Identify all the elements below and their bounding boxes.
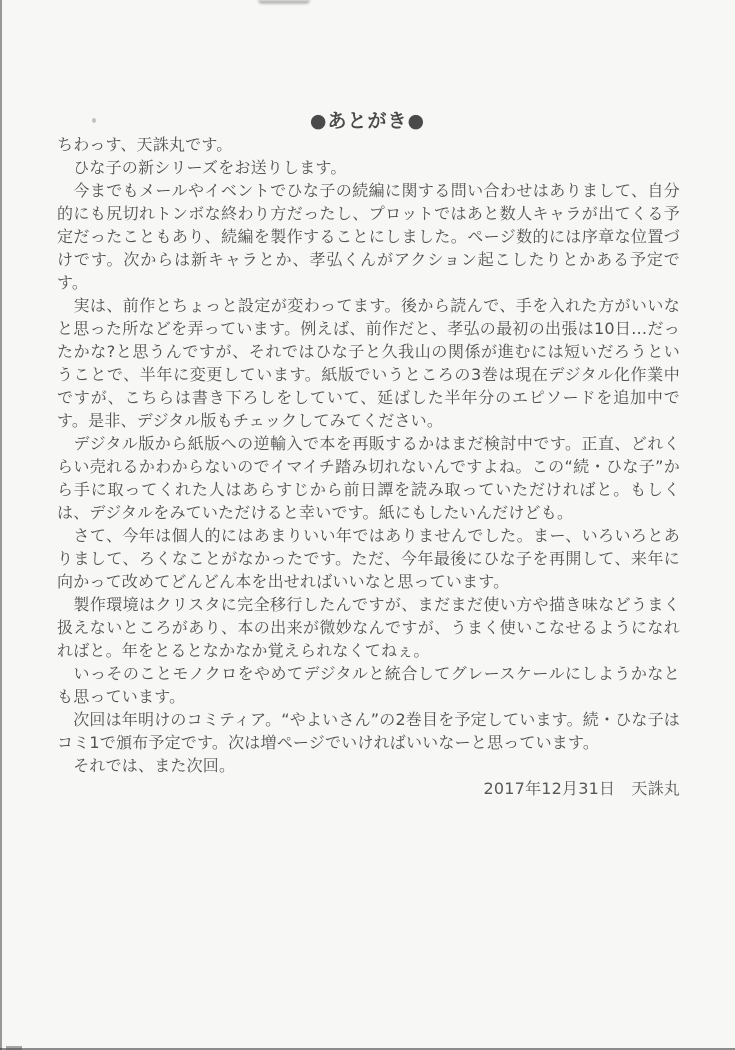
scan-edge-nub <box>6 1046 22 1050</box>
paragraph-next-plans: 次回は年明けのコミティア。“やよいさん”の2巻目を予定しています。続・ひな子はコミ1で頒布予定です。次は増ページでいければいいなーと思っています。 <box>57 710 680 752</box>
signature-date-author: 2017年12月31日 天誅丸 <box>483 779 680 798</box>
scan-edge-left <box>0 0 2 1050</box>
paragraph-greeting: ちわっす、天誅丸です。 <box>57 135 233 154</box>
paragraph-setting-changes: 実は、前作とちょっと設定が変わってます。後から読んで、手を入れた方がいいなと思った所などを弄っています。例えば、前作だと、孝弘の最初の出張は10日…だったかな?と思うんですが、それではひな子と久我山の関係が進むには短いだろうということで、半年に変更しています。紙版でいうところの3巻は現在デジタル化作業中ですが、こちらは書き下ろしをしていて、延ばした半年分のエピソードを追加中です。是非、デジタル版もチェックしてみてください。 <box>57 296 680 430</box>
paragraph-sequel-background: 今までもメールやイベントでひな子の続編に関する問い合わせはありまして、自分的にも尻切れトンボな終わり方だったし、プロットではあと数人キャラが出てくる予定だったこともあり、続編を製作することにしました。ページ数的には序章な位置づけです。次からは新キャラとか、孝弘くんがアクション起こしたりとかある予定です。 <box>57 181 680 292</box>
page-title: ●あとがき● <box>309 110 426 132</box>
paragraph-intro: ひな子の新シリーズをお送りします。 <box>57 158 347 177</box>
scan-smudge-artifact <box>258 0 310 4</box>
afterword-body <box>0 133 735 800</box>
paragraph-production-environment: 製作環境はクリスタに完全移行したんですが、まだまだ使い方や描き味などうまく扱えないところがあり、本の出来が微妙なんですが、うまく使いこなせるようになれればと。年をとるとなかなか覚えられなくてねぇ。 <box>57 595 680 660</box>
paragraph-grayscale-idea: いっそのことモノクロをやめてデジタルと統合してグレースケールにしようかなとも思っています。 <box>57 664 680 706</box>
dust-speck-artifact <box>92 118 96 123</box>
paragraph-reprint-consideration: デジタル版から紙版への逆輸入で本を再販するかはまだ検討中です。正直、どれくらい売れるかわからないのでイマイチ踏み切れないんですよね。この“続・ひな子”から手に取ってくれた人はあらすじから前日譚を読み取っていただければと。もしくは、デジタルをみていただけると幸いです。紙にもしたいんだけども。 <box>57 434 680 522</box>
paragraph-year-reflection: さて、今年は個人的にはあまりいい年ではありませんでした。まー、いろいろとありまして、ろくなことがなかったです。ただ、今年最後にひな子を再開して、来年に向かって改めてどんどん本を出せればいいなと思っています。 <box>57 526 680 591</box>
closing-line: それでは、また次回。 <box>57 756 236 775</box>
